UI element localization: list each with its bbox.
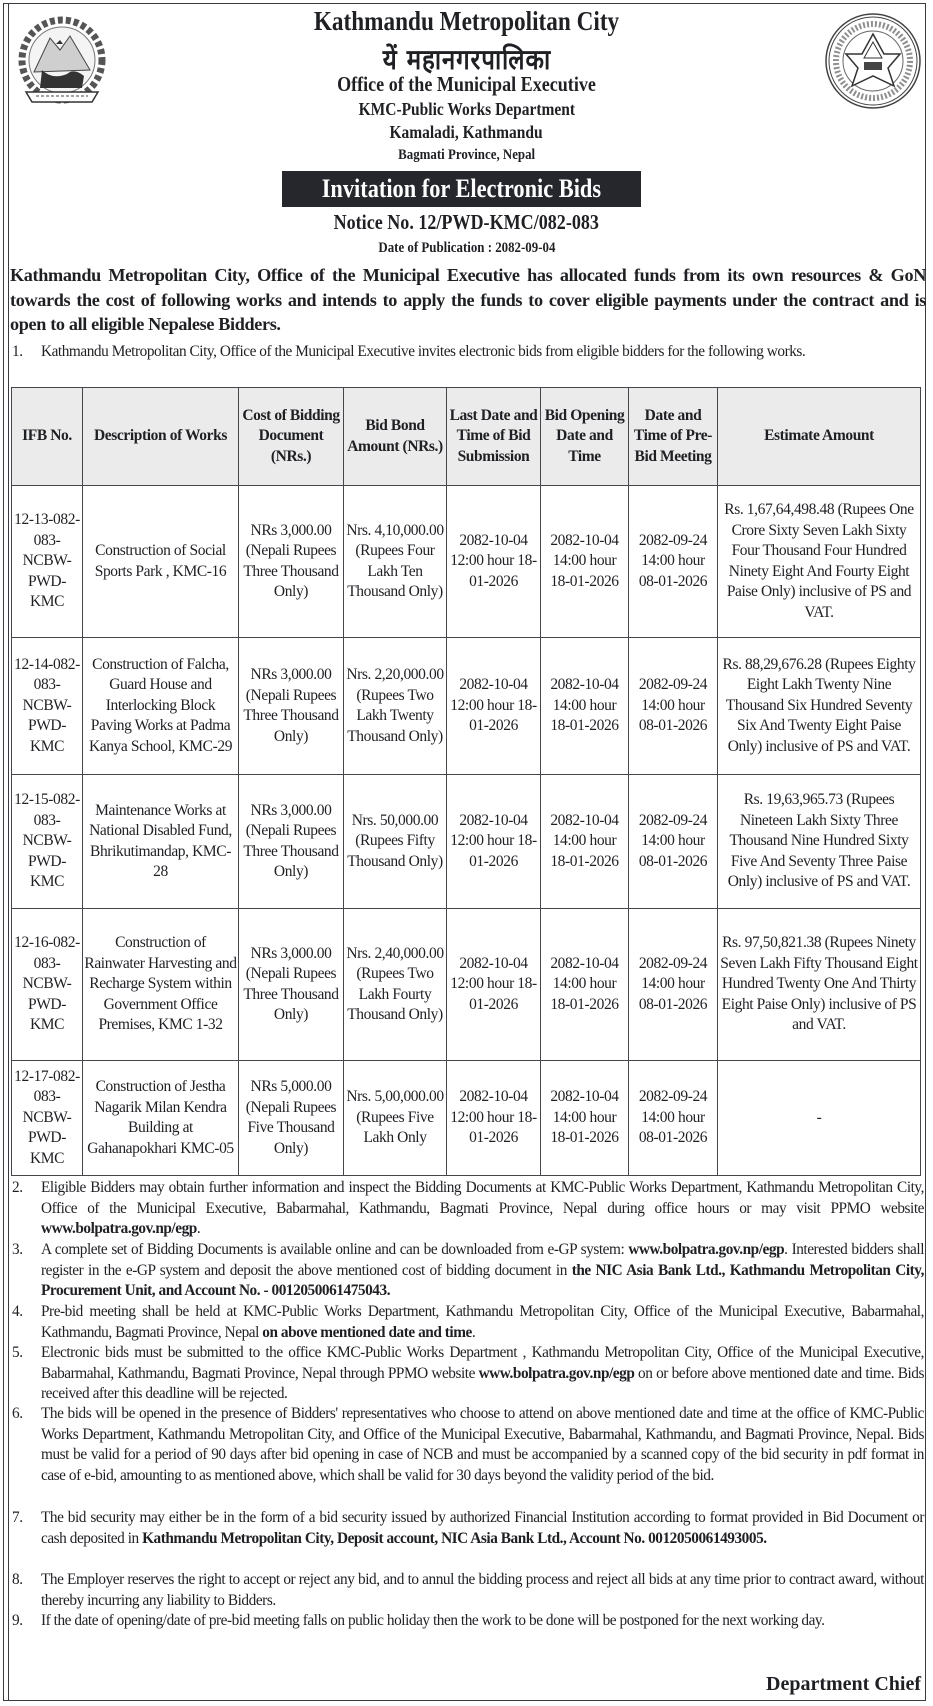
description-cell: Construction of Jestha Nagarik Milan Kendra Building at Gahanapokhari KMC-05 bbox=[83, 1061, 239, 1176]
submission-cell: 2082-10-04 12:00 hour 18-01-2026 bbox=[447, 638, 541, 775]
description-cell: Construction of Falcha, Guard House and Interlocking Block Paving Works at Padma Kanya School, KMC-29 bbox=[83, 638, 239, 775]
prebid-cell: 2082-09-24 14:00 hour 08-01-2026 bbox=[629, 909, 718, 1061]
clause-9 bbox=[10, 1611, 924, 1632]
ifb-cell: 12-16-082-083-NCBW-PWD-KMC bbox=[12, 909, 83, 1061]
clause-number: 7. bbox=[12, 1509, 23, 1526]
website-link[interactable]: www.bolpatra.gov.np/egp bbox=[628, 1241, 785, 1258]
clause-text: The bids will be opened in the presence of Bidders' representatives who choose to attend on above mentioned date and time at the office of KMC-Public Works Department, Kathmandu Metropolitan City, and Office of the Municipal Executive, Babarmahal, Kathmandu, and Bagmati Province, Nepal. Bids must be valid for a period of 90 days after bid opening in case of NCB and must be accompanied by a scanned copy of the bid security in pdf format in case of e-bid, amounting to as mentioned above, which shall be valid for 30 days beyond the validity period of the bid. bbox=[41, 1405, 924, 1484]
website-link[interactable]: www.bolpatra.gov.np/egp bbox=[478, 1364, 635, 1382]
clause-number: 3. bbox=[12, 1241, 23, 1258]
table-row bbox=[12, 909, 921, 1061]
clause-text: A complete set of Bidding Documents is available online and can be downloaded from e-GP system: www.bolpatra.gov.np/egp. Interested bidders shall register in the e-GP system and deposit the above mentioned cost of bidding document in the NIC Asia Bank Ltd., Kathmandu Metropolitan City, Procurement Unit, and Account No. - 0012050061475043. bbox=[41, 1241, 924, 1299]
emphasis-text: on above mentioned date and time bbox=[262, 1323, 472, 1341]
doc-cost-cell: NRs 3,000.00 (Nepali Rupees Three Thousand Only) bbox=[239, 909, 344, 1061]
bid-bond-cell: Nrs. 2,40,000.00 (Rupees Two Lakh Fourty Thousand Only) bbox=[344, 909, 447, 1061]
opening-cell: 2082-10-04 14:00 hour 18-01-2026 bbox=[541, 775, 629, 909]
clause-6 bbox=[10, 1404, 924, 1486]
clause-text: Eligible Bidders may obtain further information and inspect the Bidding Documents at KMC-Public Works Department, Kathmandu Metropolitan City, Office of the Municipal Executive, Babarmahal, Kathmandu, Bagmati Province, Nepal during office hours or may visit PPMO website www.bolpatra.gov.np/egp. bbox=[41, 1179, 924, 1237]
opening-cell: 2082-10-04 14:00 hour 18-01-2026 bbox=[541, 1061, 629, 1176]
clause-text: If the date of opening/date of pre-bid meeting falls on public holiday then the work to be done will be postponed for the next working day. bbox=[41, 1612, 825, 1629]
table-header-row bbox=[12, 388, 921, 486]
clause-text: The bid security may either be in the form of a bid security issued by authorized Financial Institution according to format provided in Bid Document or cash deposited in Kathmandu Metropolitan City, Deposit account, NIC Asia Bank Ltd., Account No. 0012050061493005. bbox=[41, 1509, 924, 1547]
clause-2 bbox=[10, 1178, 924, 1240]
clause-5 bbox=[10, 1343, 924, 1405]
ifb-cell: 12-14-082-083-NCBW-PWD-KMC bbox=[12, 638, 83, 775]
description-cell: Construction of Social Sports Park , KMC-16 bbox=[83, 486, 239, 638]
deposit-account-text: Kathmandu Metropolitan City, Deposit account, NIC Asia Bank Ltd., Account No. 0012050061493005. bbox=[142, 1529, 767, 1547]
submission-cell: 2082-10-04 12:00 hour 18-01-2026 bbox=[447, 486, 541, 638]
clause-text: The Employer reserves the right to accept or reject any bid, and to annul the bidding process and reject all bids at any time prior to contract award, without thereby incurring any liability to Bidders. bbox=[41, 1571, 924, 1609]
table-row bbox=[12, 486, 921, 638]
bids-table bbox=[11, 387, 921, 1176]
prebid-cell: 2082-09-24 14:00 hour 08-01-2026 bbox=[629, 775, 718, 909]
city-title: Kathmandu Metropolitan City bbox=[313, 6, 620, 36]
col-header-ifb: IFB No. bbox=[12, 388, 83, 486]
bid-bond-cell: Nrs. 4,10,000.00 (Rupees Four Lakh Ten Thousand Only) bbox=[344, 486, 447, 638]
submission-cell: 2082-10-04 12:00 hour 18-01-2026 bbox=[447, 909, 541, 1061]
submission-cell: 2082-10-04 12:00 hour 18-01-2026 bbox=[447, 775, 541, 909]
col-header-prebid: Date and Time of Pre-Bid Meeting bbox=[629, 388, 718, 486]
table-row bbox=[12, 1061, 921, 1176]
clause-4 bbox=[10, 1302, 924, 1343]
nepali-city-name: यें महानगरपालिका bbox=[382, 43, 551, 76]
col-header-submission: Last Date and Time of Bid Submission bbox=[447, 388, 541, 486]
clause-1 bbox=[10, 342, 924, 363]
doc-cost-cell: NRs 3,000.00 (Nepali Rupees Three Thousand Only) bbox=[239, 638, 344, 775]
ifb-cell: 12-13-082-083-NCBW-PWD-KMC bbox=[12, 486, 83, 638]
estimate-cell: Rs. 97,50,821.38 (Rupees Ninety Seven Lakh Fifty Thousand Eight Hundred Twenty One And Thirty Eight Paise Only) inclusive of PS and VAT. bbox=[718, 909, 921, 1061]
bid-bond-cell: Nrs. 2,20,000.00 (Rupees Two Lakh Twenty Thousand Only) bbox=[344, 638, 447, 775]
ifb-cell: 12-15-082-083-NCBW-PWD-KMC bbox=[12, 775, 83, 909]
doc-cost-cell: NRs 3,000.00 (Nepali Rupees Three Thousand Only) bbox=[239, 775, 344, 909]
col-header-estimate: Estimate Amount bbox=[718, 388, 921, 486]
clause-8 bbox=[10, 1570, 924, 1611]
clause-number: 5. bbox=[12, 1344, 23, 1361]
description-cell: Maintenance Works at National Disabled Fund, Bhrikutimandap, KMC-28 bbox=[83, 775, 239, 909]
clause-7 bbox=[10, 1508, 924, 1549]
estimate-cell: Rs. 19,63,965.73 (Rupees Nineteen Lakh Sixty Three Thousand Nine Hundred Sixty Five And Seventy Three Paise Only) inclusive of PS and VAT. bbox=[718, 775, 921, 909]
province-line: Bagmati Province, Nepal bbox=[397, 147, 535, 163]
estimate-cell: - bbox=[718, 1061, 921, 1176]
description-cell: Construction of Rainwater Harvesting and Recharge System within Government Office Premises, KMC 1-32 bbox=[83, 909, 239, 1061]
submission-cell: 2082-10-04 12:00 hour 18-01-2026 bbox=[447, 1061, 541, 1176]
opening-cell: 2082-10-04 14:00 hour 18-01-2026 bbox=[541, 909, 629, 1061]
table-row bbox=[12, 775, 921, 909]
clause-number: 6. bbox=[12, 1405, 23, 1422]
clause-number: 4. bbox=[12, 1303, 23, 1320]
publication-date: Date of Publication : 2082-09-04 bbox=[378, 240, 555, 256]
estimate-cell: Rs. 1,67,64,498.48 (Rupees One Crore Sixty Seven Lakh Sixty Four Thousand Four Hundred Ninety Eight And Fourty Eight Paise Only) inclusive of PS and VAT. bbox=[718, 486, 921, 638]
signoff: Department Chief bbox=[766, 1673, 921, 1695]
col-header-opening: Bid Opening Date and Time bbox=[541, 388, 629, 486]
clause-text: Kathmandu Metropolitan City, Office of the Municipal Executive invites electronic bids from eligible bidders for the following works. bbox=[41, 343, 806, 360]
office-title: Office of the Municipal Executive bbox=[337, 72, 596, 96]
intro-paragraph: Kathmandu Metropolitan City, Office of the Municipal Executive has allocated funds from its own resources & GoN towards the cost of following works and intends to apply the funds to cover eligible payments under the contract and is open to all eligible Nepalese Bidders. bbox=[10, 265, 926, 334]
department-title: KMC-Public Works Department bbox=[358, 99, 575, 119]
ifb-cell: 12-17-082-083-NCBW-PWD-KMC bbox=[12, 1061, 83, 1176]
address-line: Kamaladi, Kathmandu bbox=[389, 122, 544, 142]
clause-number: 2. bbox=[12, 1179, 23, 1196]
website-link[interactable]: www.bolpatra.gov.np/egp bbox=[41, 1220, 197, 1237]
table-row bbox=[12, 638, 921, 775]
col-header-doc-cost: Cost of Bidding Document (NRs.) bbox=[239, 388, 344, 486]
prebid-cell: 2082-09-24 14:00 hour 08-01-2026 bbox=[629, 638, 718, 775]
doc-cost-cell: NRs 3,000.00 (Nepali Rupees Three Thousand Only) bbox=[239, 486, 344, 638]
bank-account-text: the NIC Asia Bank Ltd., Kathmandu Metropolitan City, Procurement Unit, and Account No. - 0012050061475043. bbox=[41, 1261, 924, 1299]
doc-cost-cell: NRs 5,000.00 (Nepali Rupees Five Thousand Only) bbox=[239, 1061, 344, 1176]
clause-3 bbox=[10, 1240, 924, 1302]
clause-text: Electronic bids must be submitted to the office KMC-Public Works Department , Kathmandu Metropolitan City, Office of the Municipal Executive, Babarmahal, Kathmandu, Bagmati Province, Nepal through PPMO website www.bolpatra.gov.np/egp on or before above mentioned date and time. Bids received after this deadline will be rejected. bbox=[41, 1344, 924, 1402]
prebid-cell: 2082-09-24 14:00 hour 08-01-2026 bbox=[629, 1061, 718, 1176]
opening-cell: 2082-10-04 14:00 hour 18-01-2026 bbox=[541, 638, 629, 775]
bid-bond-cell: Nrs. 50,000.00 (Rupees Fifty Thousand Only) bbox=[344, 775, 447, 909]
col-header-description: Description of Works bbox=[83, 388, 239, 486]
clause-number: 1. bbox=[12, 343, 23, 360]
col-header-bid-bond: Bid Bond Amount (NRs.) bbox=[344, 388, 447, 486]
clause-number: 8. bbox=[12, 1571, 23, 1588]
estimate-cell: Rs. 88,29,676.28 (Rupees Eighty Eight Lakh Twenty Nine Thousand Six Hundred Seventy Six And Twenty Eight Paise Only) inclusive of PS and VAT. bbox=[718, 638, 921, 775]
opening-cell: 2082-10-04 14:00 hour 18-01-2026 bbox=[541, 486, 629, 638]
bid-bond-cell: Nrs. 5,00,000.00 (Rupees Five Lakh Only bbox=[344, 1061, 447, 1176]
clause-text: Pre-bid meeting shall be held at KMC-Public Works Department, Kathmandu Metropolitan City, Office of the Municipal Executive, Babarmahal, Kathmandu, Bagmati Province, Nepal on above mentioned date and time. bbox=[41, 1303, 924, 1341]
prebid-cell: 2082-09-24 14:00 hour 08-01-2026 bbox=[629, 486, 718, 638]
notice-banner: Invitation for Electronic Bids bbox=[282, 171, 641, 207]
notice-number: Notice No. 12/PWD-KMC/082-083 bbox=[333, 210, 600, 234]
clause-number: 9. bbox=[12, 1612, 23, 1629]
